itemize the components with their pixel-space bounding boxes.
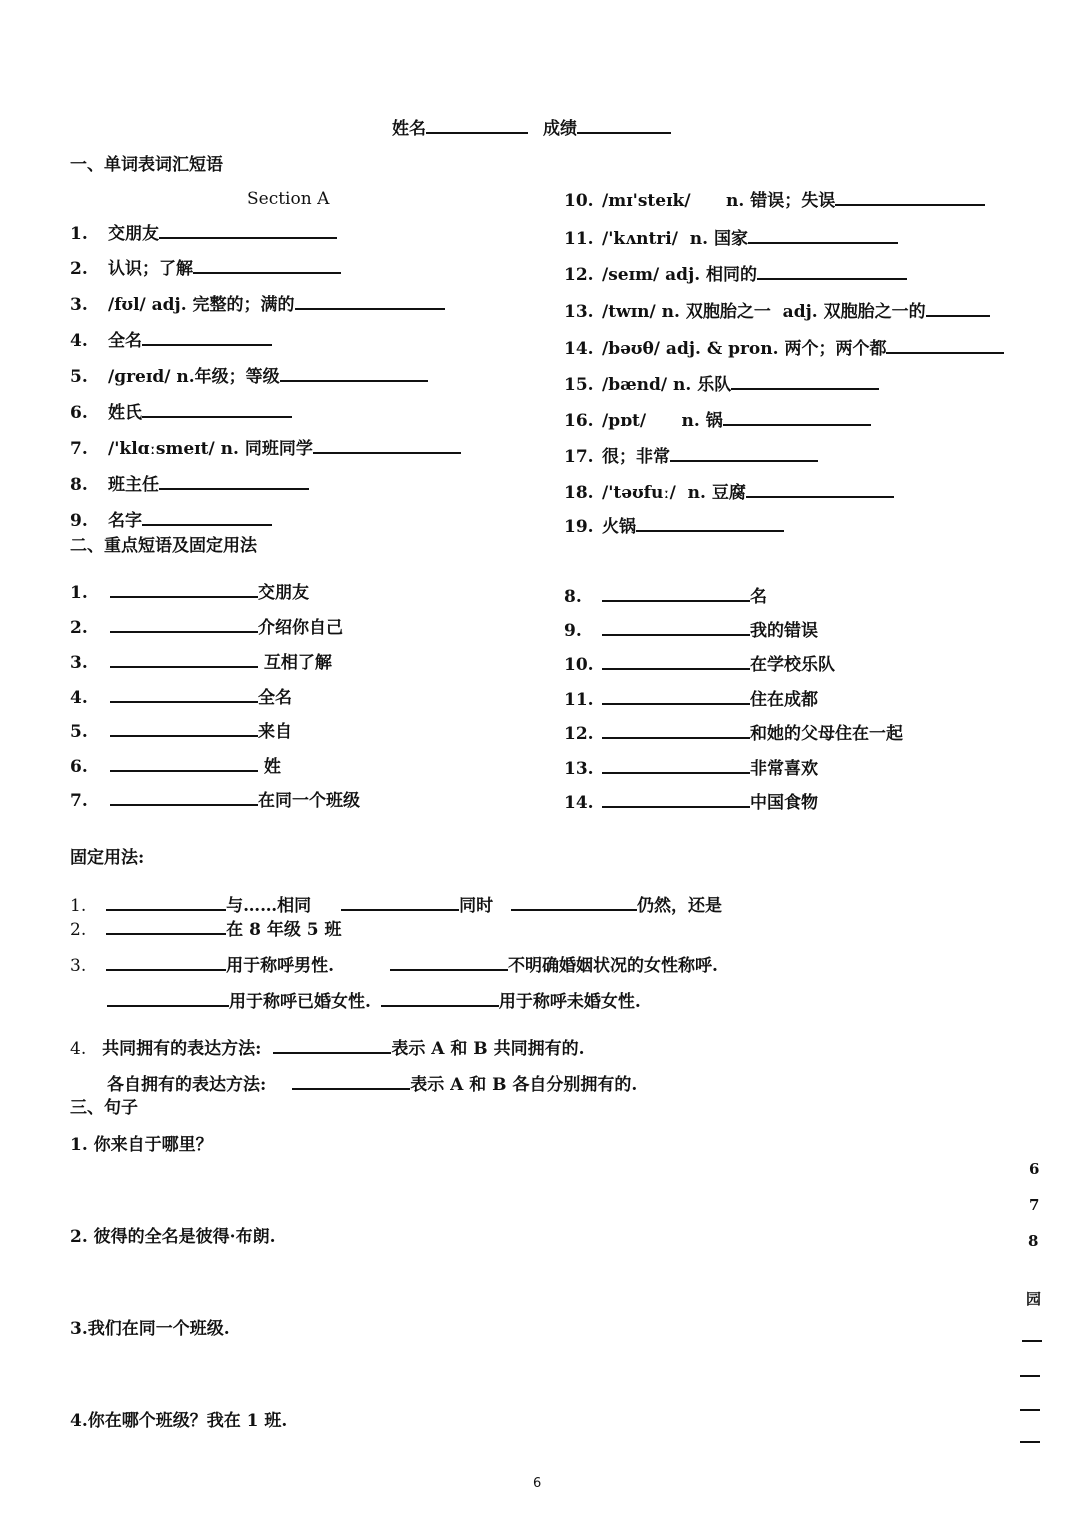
section2-title: 二、重点短语及固定用法 bbox=[70, 536, 257, 556]
section1-right_items-item bbox=[564, 480, 894, 504]
item-number: 11. bbox=[564, 690, 594, 710]
item-number: 13. bbox=[564, 759, 594, 779]
item-text: 认识；了解 bbox=[108, 259, 193, 279]
item-text: 我的错误 bbox=[750, 621, 818, 641]
item-text: 火锅 bbox=[602, 517, 636, 537]
answer-blank[interactable] bbox=[142, 508, 272, 526]
item-number: 6. bbox=[70, 403, 88, 423]
header-score-label: 成绩 bbox=[543, 116, 671, 140]
section2-left_items-item bbox=[70, 615, 343, 639]
answer-blank[interactable] bbox=[670, 444, 818, 462]
sentence-2: 2. 彼得的全名是彼得·布朗. bbox=[70, 1227, 276, 1247]
section1-right_items-item bbox=[564, 444, 818, 468]
answer-blank[interactable] bbox=[746, 480, 894, 498]
item-number: 8. bbox=[70, 475, 88, 495]
item-text: /bəʊθ/ adj. & pron. 两个；两个都 bbox=[602, 339, 887, 359]
item-number: 14. bbox=[564, 339, 594, 359]
section2-right_items-item bbox=[564, 618, 818, 642]
item-text: 全名 bbox=[108, 331, 142, 351]
section2-right_items-item bbox=[564, 790, 818, 814]
answer-blank[interactable] bbox=[295, 292, 445, 310]
section1-title: 一、单词表词汇短语 bbox=[70, 155, 223, 175]
item-text: /'təʊfuː/ n. 豆腐 bbox=[602, 483, 746, 503]
section1-left_items-item bbox=[70, 472, 309, 496]
item-number: 14. bbox=[564, 793, 594, 813]
item-text: 在学校乐队 bbox=[750, 655, 835, 675]
answer-blank[interactable] bbox=[142, 400, 292, 418]
item-text: /ɡreɪd/ n.年级；等级 bbox=[108, 367, 280, 387]
item-number: 3. bbox=[70, 653, 88, 673]
answer-blank[interactable] bbox=[757, 262, 907, 280]
item-text: 名 bbox=[750, 587, 767, 607]
item-text: /twɪn/ n. 双胞胎之一 adj. 双胞胎之一的 bbox=[602, 302, 926, 322]
item-text: /'kʌntri/ n. 国家 bbox=[602, 229, 748, 249]
answer-blank[interactable] bbox=[602, 618, 750, 636]
item-number: 1. bbox=[70, 224, 88, 244]
section2-right_items-item bbox=[564, 652, 835, 676]
item-text: 姓氏 bbox=[108, 403, 142, 423]
section1-right_items-item bbox=[564, 336, 1004, 360]
section2-left_items-item bbox=[70, 580, 309, 604]
item-number: 1. bbox=[70, 583, 88, 603]
item-text: 交朋友 bbox=[108, 224, 159, 244]
sentence-3: 3.我们在同一个班级. bbox=[70, 1319, 230, 1339]
item-text: /'klɑːsmeɪt/ n. 同班同学 bbox=[108, 439, 313, 459]
answer-blank[interactable] bbox=[193, 256, 341, 274]
section2-left_items-item bbox=[70, 719, 292, 743]
answer-blank[interactable] bbox=[110, 719, 258, 737]
item-number: 12. bbox=[564, 265, 594, 285]
item-number: 7. bbox=[70, 439, 88, 459]
item-number: 13. bbox=[564, 302, 594, 322]
item-number: 8. bbox=[564, 587, 582, 607]
item-text: 在同一个班级 bbox=[258, 791, 360, 811]
item-text: 姓 bbox=[258, 757, 281, 777]
sentence-4: 4.你在哪个班级？我在 1 班. bbox=[70, 1411, 288, 1431]
section1-right_items-item bbox=[564, 226, 898, 250]
score-blank[interactable] bbox=[577, 116, 671, 134]
section2-left_items-item bbox=[70, 685, 292, 709]
edge-fragment-3: 8 bbox=[1028, 1232, 1039, 1250]
section1-right_items-item bbox=[564, 514, 784, 538]
item-text: /bænd/ n. 乐队 bbox=[602, 375, 732, 395]
answer-blank[interactable] bbox=[110, 685, 258, 703]
item-text: /fʊl/ adj. 完整的；满的 bbox=[108, 295, 295, 315]
answer-blank[interactable] bbox=[636, 514, 784, 532]
section1-right_items-item bbox=[564, 372, 879, 396]
answer-blank[interactable] bbox=[602, 756, 750, 774]
blank[interactable] bbox=[381, 989, 499, 1007]
answer-blank[interactable] bbox=[602, 652, 750, 670]
answer-blank[interactable] bbox=[602, 687, 750, 705]
answer-blank[interactable] bbox=[313, 436, 461, 454]
item-number: 16. bbox=[564, 411, 594, 431]
answer-blank[interactable] bbox=[602, 584, 750, 602]
section1-left_items-item bbox=[70, 436, 461, 460]
section1-left_items-item bbox=[70, 292, 445, 316]
header-name-label: 姓名 bbox=[392, 116, 528, 140]
item-text: 住在成都 bbox=[750, 690, 818, 710]
answer-blank[interactable] bbox=[159, 472, 309, 490]
edge-dash-4 bbox=[1020, 1441, 1040, 1443]
sentence-1: 1. 你来自于哪里？ bbox=[70, 1135, 213, 1155]
page-number: 6 bbox=[533, 1476, 542, 1491]
item-text: 交朋友 bbox=[258, 583, 309, 603]
item-number: 3. bbox=[70, 295, 88, 315]
item-number: 11. bbox=[564, 229, 594, 249]
item-text: 班主任 bbox=[108, 475, 159, 495]
answer-blank[interactable] bbox=[835, 188, 985, 206]
item-number: 7. bbox=[70, 791, 88, 811]
item-number: 10. bbox=[564, 655, 594, 675]
edge-dash-2 bbox=[1020, 1375, 1040, 1377]
fixed-usage-item-2: 2. 在 8 年级 5 班 bbox=[70, 917, 342, 941]
blank[interactable] bbox=[511, 893, 637, 911]
answer-blank[interactable] bbox=[280, 364, 428, 382]
item-text: 非常喜欢 bbox=[750, 759, 818, 779]
section1-right_items-item bbox=[564, 408, 871, 432]
section1-left_items-item bbox=[70, 400, 292, 424]
item-number: 5. bbox=[70, 722, 88, 742]
blank[interactable] bbox=[107, 989, 229, 1007]
item-number: 10. bbox=[564, 191, 594, 211]
blank[interactable] bbox=[106, 953, 226, 971]
item-text: 中国食物 bbox=[750, 793, 818, 813]
item-text: 来自 bbox=[258, 722, 292, 742]
item-text: 互相了解 bbox=[258, 653, 332, 673]
item-text: 名字 bbox=[108, 511, 142, 531]
edge-fragment-2: 7 bbox=[1029, 1196, 1040, 1214]
item-number: 9. bbox=[564, 621, 582, 641]
item-number: 17. bbox=[564, 447, 594, 467]
answer-blank[interactable] bbox=[159, 221, 337, 239]
item-number: 5. bbox=[70, 367, 88, 387]
section2-right_items-item bbox=[564, 756, 818, 780]
section2-left_items-item bbox=[70, 788, 360, 812]
section2-right_items-item bbox=[564, 687, 818, 711]
answer-blank[interactable] bbox=[723, 408, 871, 426]
item-number: 4. bbox=[70, 331, 88, 351]
blank[interactable] bbox=[106, 893, 226, 911]
answer-blank[interactable] bbox=[602, 721, 750, 739]
item-number: 12. bbox=[564, 724, 594, 744]
fixed-usage-item-4b: 各自拥有的表达方法: 表示 A 和 B 各自分别拥有的. bbox=[107, 1072, 637, 1096]
answer-blank[interactable] bbox=[110, 788, 258, 806]
blank[interactable] bbox=[106, 917, 226, 935]
section1-left_items-item bbox=[70, 328, 272, 352]
item-text: /seɪm/ adj. 相同的 bbox=[602, 265, 758, 285]
section2-right_items-item bbox=[564, 721, 903, 745]
item-number: 2. bbox=[70, 618, 88, 638]
section1-right_items-item bbox=[564, 262, 907, 286]
blank[interactable] bbox=[292, 1072, 410, 1090]
answer-blank[interactable] bbox=[602, 790, 750, 808]
item-text: 介绍你自己 bbox=[258, 618, 343, 638]
answer-blank[interactable] bbox=[110, 580, 258, 598]
section1-left_items-item bbox=[70, 364, 428, 388]
section2-left_items-item bbox=[70, 754, 281, 778]
item-text: 很；非常 bbox=[602, 447, 670, 467]
fixed-usage-title: 固定用法: bbox=[70, 848, 145, 868]
section2-left_items-item bbox=[70, 650, 332, 674]
fixed-usage-item-3b: 用于称呼已婚女性. 用于称呼未婚女性. bbox=[107, 989, 641, 1013]
section2-right_items-item bbox=[564, 584, 767, 608]
item-text: /pɒt/ n. 锅 bbox=[602, 411, 723, 431]
item-number: 4. bbox=[70, 688, 88, 708]
answer-blank[interactable] bbox=[886, 336, 1004, 354]
answer-blank[interactable] bbox=[731, 372, 879, 390]
section1-left_items-item bbox=[70, 256, 341, 280]
name-blank[interactable] bbox=[426, 116, 528, 134]
edge-fragment-4: 园 bbox=[1026, 1290, 1042, 1308]
item-number: 18. bbox=[564, 483, 594, 503]
item-text: 和她的父母住在一起 bbox=[750, 724, 903, 744]
answer-blank[interactable] bbox=[110, 754, 258, 772]
item-text: /mɪ'steɪk/ n. 错误；失误 bbox=[602, 191, 836, 211]
item-number: 19. bbox=[564, 517, 594, 537]
item-number: 2. bbox=[70, 259, 88, 279]
section1-left_items-item bbox=[70, 508, 272, 532]
blank[interactable] bbox=[273, 1036, 391, 1054]
fixed-usage-item-4a: 4. 共同拥有的表达方法: 表示 A 和 B 共同拥有的. bbox=[70, 1036, 585, 1060]
answer-blank[interactable] bbox=[110, 615, 258, 633]
section1-subtitle: Section A bbox=[247, 189, 330, 209]
answer-blank[interactable] bbox=[926, 299, 990, 317]
blank[interactable] bbox=[341, 893, 459, 911]
item-number: 15. bbox=[564, 375, 594, 395]
section1-right_items-item bbox=[564, 188, 985, 212]
edge-dash-3 bbox=[1020, 1409, 1040, 1411]
blank[interactable] bbox=[390, 953, 508, 971]
section1-right_items-item bbox=[564, 299, 990, 323]
answer-blank[interactable] bbox=[110, 650, 258, 668]
section1-left_items-item bbox=[70, 221, 337, 245]
edge-dash-1 bbox=[1022, 1340, 1042, 1342]
item-number: 9. bbox=[70, 511, 88, 531]
item-text: 全名 bbox=[258, 688, 292, 708]
fixed-usage-item-3a: 3. 用于称呼男性. 不明确婚姻状况的女性称呼. bbox=[70, 953, 718, 977]
answer-blank[interactable] bbox=[748, 226, 898, 244]
item-number: 6. bbox=[70, 757, 88, 777]
section3-title: 三、句子 bbox=[70, 1098, 138, 1118]
fixed-usage-item-1: 1. 与……相同 同时 仍然，还是 bbox=[70, 893, 722, 917]
answer-blank[interactable] bbox=[142, 328, 272, 346]
edge-fragment-1: 6 bbox=[1029, 1160, 1040, 1178]
